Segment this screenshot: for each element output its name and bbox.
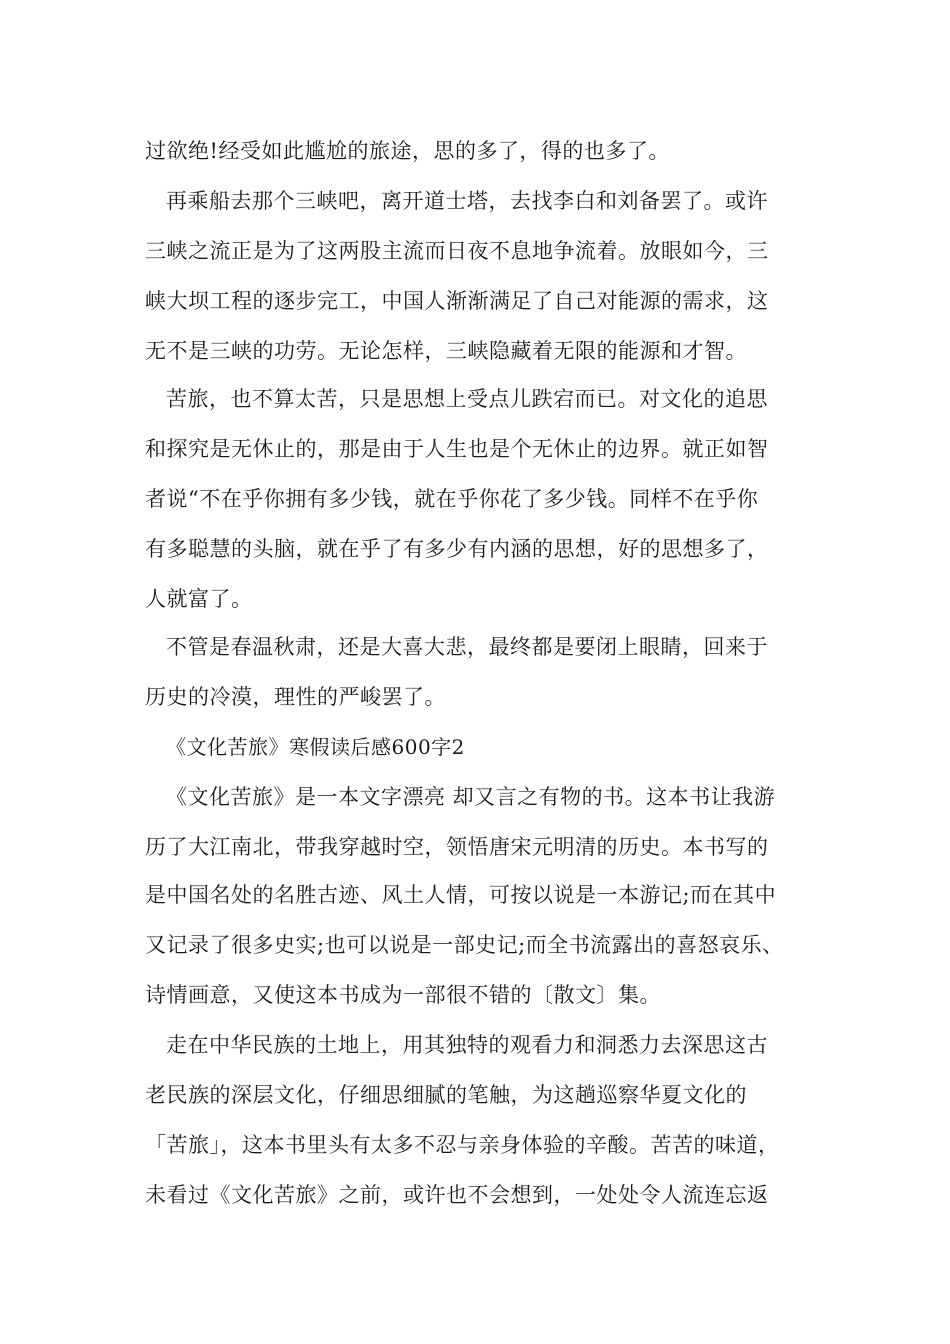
section-heading: 《文化苦旅》寒假读后感600字2	[166, 735, 465, 759]
paragraph-line: 过欲绝!经受如此尴尬的旅途，思的多了，得的也多了。	[145, 139, 670, 163]
paragraph-line: 有多聪慧的头脑，就在乎了有多少有内涵的思想，好的思想多了，	[145, 537, 769, 561]
paragraph-line: 苦旅，也不算太苦，只是思想上受点儿跌宕而已。对文化的追思	[166, 387, 768, 411]
paragraph-line: 走在中华民族的土地上，用其独特的观看力和洞悉力去深思这古	[166, 1033, 768, 1057]
paragraph-line: 又记录了很多史实;也可以说是一部史记;而全书流露出的喜怒哀乐、	[145, 933, 784, 957]
paragraph-line: 「苦旅」，这本书里头有太多不忍与亲身体验的辛酸。苦苦的味道，	[145, 1133, 780, 1157]
paragraph-line: 三峡之流正是为了这两股主流而日夜不息地争流着。放眼如今，三	[145, 239, 769, 263]
paragraph-line: 无不是三峡的功劳。无论怎样，三峡隐藏着无限的能源和才智。	[145, 339, 747, 363]
paragraph-line: 再乘船去那个三峡吧，离开道士塔，去找李白和刘备罢了。或许	[166, 189, 768, 213]
paragraph-line: 未看过《文化苦旅》之前，或许也不会想到，一处处令人流连忘返	[145, 1183, 769, 1207]
paragraph-line: 诗情画意，又使这本书成为一部很不错的〔散文〕集。	[145, 983, 661, 1007]
paragraph-line: 历了大江南北，带我穿越时空，领悟唐宋元明清的历史。本书写的	[145, 835, 769, 859]
paragraph-line: 老民族的深层文化，仔细思细腻的笔触，为这趟巡察华夏文化的	[145, 1083, 747, 1107]
paragraph-line: 不管是春温秋肃，还是大喜大悲，最终都是要闭上眼睛，回来于	[166, 635, 768, 659]
paragraph-line: 峡大坝工程的逐步完工，中国人渐渐满足了自己对能源的需求，这	[145, 289, 769, 313]
paragraph-line: 人就富了。	[145, 587, 253, 611]
paragraph-line: 《文化苦旅》是一本文字漂亮 却又言之有物的书。这本书让我游	[166, 785, 776, 809]
paragraph-line: 和探究是无休止的，那是由于人生也是个无休止的边界。就正如智	[145, 437, 769, 461]
paragraph-line: 是中国名处的名胜古迹、风土人情，可按以说是一本游记;而在其中	[145, 883, 777, 907]
paragraph-line: 者说“不在乎你拥有多少钱，就在乎你花了多少钱。同样不在乎你	[145, 487, 759, 511]
paragraph-line: 历史的冷漠，理性的严峻罢了。	[145, 685, 446, 709]
